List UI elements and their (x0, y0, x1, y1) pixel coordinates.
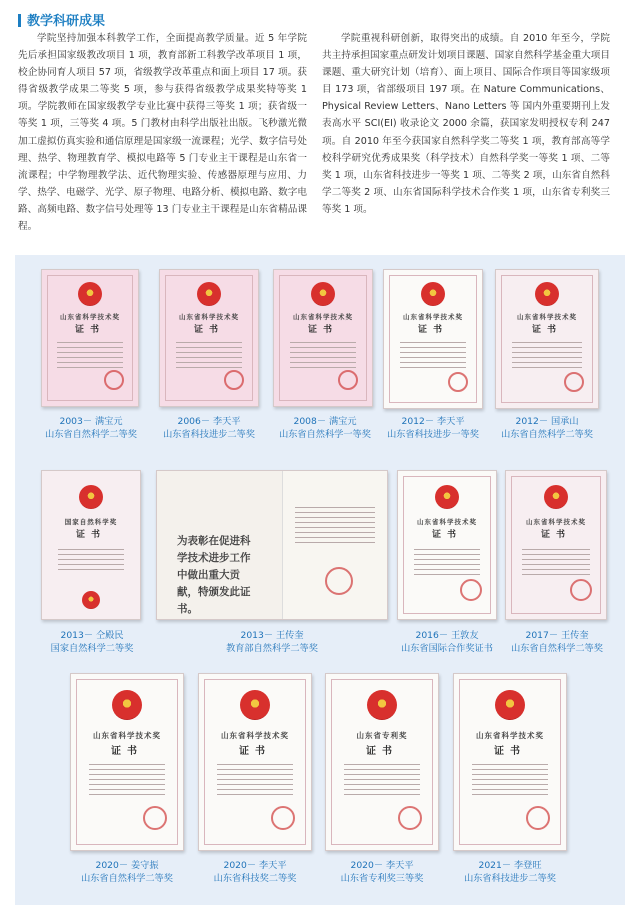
section-title (18, 10, 105, 29)
certificate-image (453, 673, 567, 851)
certificate-award: 山东省自然科学二等奖 (511, 643, 603, 654)
section-title-text: 教学科研成果 (27, 14, 106, 29)
certificate-gallery (15, 255, 625, 905)
certificate-image (383, 269, 483, 409)
national-emblem (421, 282, 445, 306)
certificate-word: 证书 (74, 325, 105, 335)
certificate-image (325, 673, 439, 851)
national-emblem (367, 690, 397, 720)
certificate-word: 证书 (307, 325, 338, 335)
certificate-word: 证书 (75, 530, 106, 540)
certificate-card (271, 269, 379, 459)
certificate-award: 山东省专利奖三等奖 (340, 873, 424, 884)
national-emblem (544, 485, 568, 509)
certificate-card (70, 673, 184, 893)
certificate-word: 证书 (239, 746, 271, 757)
certificate-image (70, 673, 184, 851)
certificate-award: 教育部自然科学二等奖 (226, 643, 318, 654)
teaching-paragraph: 学院坚持加强本科教学工作，全面提高教学质量。近 5 年学院先后承担国家级教改项目 1 项，教育部新工科教学改革项目 1 项，校企协同育人项目 57 项，省级教学改革重点和面上项目 17 项。获得省级教学成果二等奖 5 项，参与获得省级教学成果奖特等奖 1 项。学院教师在国家级教学专业比赛中获得三等奖 1 项；获省级一等奖 1 项，三等奖 4 项。5 门教材由科学出版社出版。飞秒激光微加工虚拟仿真实验和通信原理是国家级一流课程；光学、数字信号处理、热学、物理教育学、模拟电路等 5 门专业主干课程是山东省一流课程；中学物理教学法、近代物理实验、传感器原理与应用、力学、热学、电磁学、光学、原子物理、电路分析、模拟电路、数字电路、高频电路、数字信号处理等 13 门专业主干课程是山东省精品课程。 (18, 33, 307, 233)
certificate-header: 山东省科学技术奖 (293, 313, 353, 321)
national-emblem (78, 282, 102, 306)
certificate-award: 山东省自然科学二等奖 (45, 429, 137, 440)
certificate-commendation-text: 为表彰在促进科学技术进步工作中做出重大贡献，特颁发此证书。 (177, 535, 251, 615)
certificate-year-name: 2013－ 王传奎 (240, 630, 304, 641)
certificate-year-name: 2012－ 国承山 (515, 416, 579, 427)
certificate-year-name: 2008－ 满宝元 (293, 416, 357, 427)
certificate-card (379, 269, 487, 459)
certificate-year-name: 2021－ 李登旺 (478, 860, 542, 871)
certificate-image (397, 470, 497, 620)
certificate-word: 证书 (540, 530, 571, 540)
certificate-header: 山东省科学技术奖 (93, 731, 161, 740)
national-emblem (311, 282, 335, 306)
certificate-year-name: 2016－ 王敦友 (415, 630, 479, 641)
certificate-card (198, 673, 312, 893)
certificate-header: 山东省科学技术奖 (221, 731, 289, 740)
certificate-header: 山东省科学技术奖 (403, 313, 463, 321)
certificate-header: 山东省专利奖 (356, 731, 408, 740)
research-paragraph: 学院重视科研创新，取得突出的成绩。自 2010 年至今，学院共主持承担国家重点研发计划项目课题、国家自然科学基金重大项目课题、重大研究计划（培育）、面上项目、国际合作项目等国家级项目 173 项，省部级项目 197 项。在 Nature Communications、Physical Review Letters、Nano Letters 等 国内外重要期刊上发表高水平 SCI(EI) 收录论文 2000 余篇，获国家发明授权专利 247 项。自 2010 年至今获国家自然科学奖二等奖 1 项，教育部高等学校科学研究优秀成果奖（科学技术）自然科学奖一等奖 1 项、二等奖 1 项，山东省科技进步一等奖 1 项、二等奖 2 项，山东省自然科学二等奖 2 项、山东省国际科学技术合作奖 1 项，山东省专利奖三等奖 1 项。 (322, 33, 610, 215)
certificate-year-name: 2020－ 姜守振 (95, 860, 159, 871)
certificate-award: 山东省科技进步一等奖 (387, 429, 479, 440)
certificate-card (154, 470, 390, 660)
national-emblem (79, 485, 103, 509)
certificate-header: 山东省科学技术奖 (526, 518, 586, 526)
certificate-card (395, 470, 499, 660)
certificate-year-name: 2012－ 李天平 (401, 416, 465, 427)
certificate-card (325, 673, 439, 893)
national-emblem (82, 591, 100, 609)
certificate-card (37, 470, 147, 660)
certificate-card (453, 673, 567, 893)
certificate-image (41, 269, 139, 407)
certificate-word: 证书 (494, 746, 526, 757)
certificate-header: 山东省科学技术奖 (60, 313, 120, 321)
certificate-header: 国家自然科学奖 (64, 518, 118, 526)
national-emblem (240, 690, 270, 720)
certificate-word: 证书 (366, 746, 398, 757)
certificate-header: 山东省科学技术奖 (476, 731, 544, 740)
certificate-card (37, 269, 145, 459)
certificate-year-name: 2017－ 王传奎 (525, 630, 589, 641)
national-emblem (535, 282, 559, 306)
certificate-award: 山东省科技奖二等奖 (213, 873, 297, 884)
certificate-image (505, 470, 607, 620)
national-emblem (112, 690, 142, 720)
certificate-image (273, 269, 373, 407)
certificate-award: 山东省自然科学一等奖 (279, 429, 371, 440)
certificate-card (155, 269, 263, 459)
certificate-award: 山东省国际合作奖证书 (401, 643, 493, 654)
certificate-year-name: 2003－ 满宝元 (59, 416, 123, 427)
certificate-card (503, 470, 611, 660)
certificate-year-name: 2020－ 李天平 (350, 860, 414, 871)
certificate-award: 山东省自然科学二等奖 (501, 429, 593, 440)
national-emblem (435, 485, 459, 509)
certificate-award: 山东省自然科学二等奖 (81, 873, 173, 884)
certificate-header: 山东省科学技术奖 (417, 518, 477, 526)
certificate-award: 山东省科技进步二等奖 (163, 429, 255, 440)
certificate-image (495, 269, 599, 409)
certificate-year-name: 2006－ 李天平 (177, 416, 241, 427)
certificate-award: 国家自然科学二等奖 (50, 643, 134, 654)
national-emblem (197, 282, 221, 306)
certificate-image (156, 470, 388, 620)
certificate-image (198, 673, 312, 851)
certificate-year-name: 2020－ 李天平 (223, 860, 287, 871)
certificate-word: 证书 (531, 325, 562, 335)
certificate-year-name: 2013－ 仝殿民 (60, 630, 124, 641)
certificate-card (493, 269, 601, 459)
certificate-word: 证书 (193, 325, 224, 335)
certificate-image (41, 470, 141, 620)
certificate-image (159, 269, 259, 407)
national-emblem (495, 690, 525, 720)
title-bar (18, 14, 21, 27)
certificate-word: 证书 (111, 746, 143, 757)
certificate-award: 山东省科技进步二等奖 (464, 873, 556, 884)
certificate-header: 山东省科学技术奖 (517, 313, 577, 321)
certificate-word: 证书 (417, 325, 448, 335)
certificate-word: 证书 (431, 530, 462, 540)
certificate-header: 山东省科学技术奖 (179, 313, 239, 321)
